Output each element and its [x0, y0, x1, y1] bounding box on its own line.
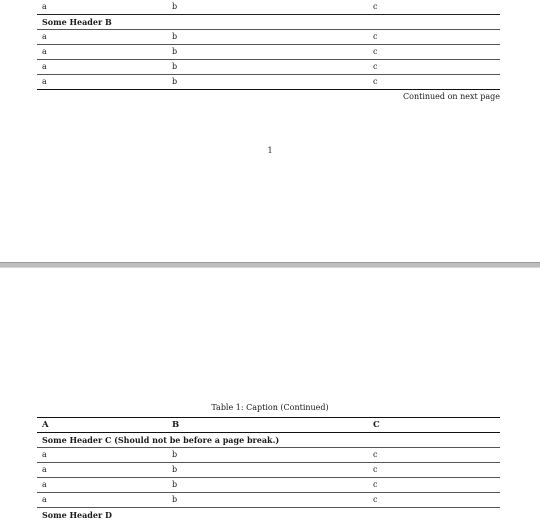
- table-row: [37, 60, 500, 74]
- cell-c: c: [373, 465, 378, 474]
- cell-c: c: [373, 450, 378, 459]
- table-row: [37, 448, 500, 462]
- table-row: [37, 75, 500, 89]
- column-header-c: C: [373, 420, 380, 430]
- cell-b: b: [172, 495, 178, 504]
- column-header-row: [37, 418, 500, 432]
- table-part-1: [37, 0, 500, 90]
- cell-b: b: [172, 32, 178, 41]
- cell-b: b: [172, 62, 178, 71]
- table-caption: Table 1: Caption (Continued): [211, 403, 329, 412]
- table-row: [37, 478, 500, 492]
- cell-c: c: [373, 32, 378, 41]
- cell-c: c: [373, 47, 378, 56]
- table-row: [37, 30, 500, 44]
- group-header-label: Some Header D: [42, 510, 112, 520]
- cell-b: b: [172, 480, 178, 489]
- table-row: [37, 493, 500, 507]
- group-header-label: Some Header C (Should not be before a page break.): [42, 435, 280, 445]
- cell-b: b: [172, 2, 178, 11]
- table-row: [37, 463, 500, 477]
- cell-a: a: [42, 480, 47, 489]
- cell-a: a: [42, 77, 47, 86]
- cell-c: c: [373, 62, 378, 71]
- continued-note: Continued on next page: [403, 92, 500, 101]
- cell-b: b: [172, 450, 178, 459]
- cell-b: b: [172, 465, 178, 474]
- cell-a: a: [42, 47, 47, 56]
- cell-a: a: [42, 450, 47, 459]
- table-bottom-rule: [37, 89, 500, 90]
- group-header-row: [37, 508, 500, 522]
- cell-b: b: [172, 77, 178, 86]
- document-page-2: [0, 268, 540, 519]
- table-row: [37, 45, 500, 59]
- table-part-2: [37, 417, 500, 522]
- column-header-a: A: [42, 420, 49, 430]
- page-number: 1: [267, 146, 273, 155]
- group-header-label: Some Header B: [42, 17, 112, 27]
- cell-a: a: [42, 2, 47, 11]
- cell-a: a: [42, 62, 47, 71]
- cell-b: b: [172, 47, 178, 56]
- cell-c: c: [373, 2, 378, 11]
- cell-a: a: [42, 32, 47, 41]
- column-header-b: B: [172, 420, 180, 430]
- cell-a: a: [42, 465, 47, 474]
- group-header-row: [37, 433, 500, 447]
- cell-c: c: [373, 495, 378, 504]
- group-header-row: [37, 15, 500, 29]
- cell-c: c: [373, 480, 378, 489]
- cell-c: c: [373, 77, 378, 86]
- table-row: [37, 0, 500, 14]
- cell-a: a: [42, 495, 47, 504]
